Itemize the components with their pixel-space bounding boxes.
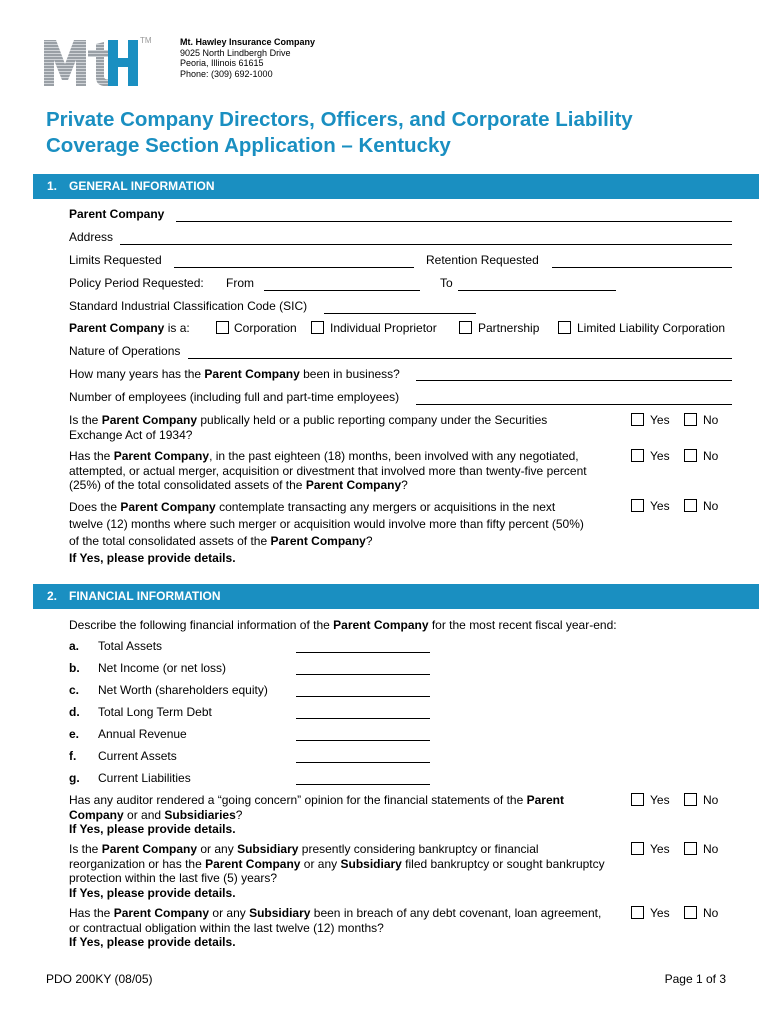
merger-no-label: No [703,449,719,463]
retention-label: Retention Requested [426,253,539,267]
contemplate-yes-label: Yes [650,499,670,513]
corporation-checkbox[interactable] [216,321,229,334]
llc-checkbox[interactable] [558,321,571,334]
total-assets-field[interactable] [296,652,430,653]
long-term-debt-field[interactable] [296,718,430,719]
to-field[interactable] [458,290,616,291]
merger-yes-checkbox[interactable] [631,449,644,462]
public-yes-checkbox[interactable] [631,413,644,426]
section-2-header: 2. FINANCIAL INFORMATION [33,584,759,609]
llc-label: Limited Liability Corporation [577,321,726,335]
question-bankruptcy: Is the Parent Company or any Subsidiary presently considering bankruptcy or financial reorganization or has the Parent Company or any Subsidiary filed bankruptcy or sought bankruptcy protection within the last five (5) years? If Yes, please provide details. [69,842,605,900]
nature-of-operations-label: Nature of Operations [69,344,181,358]
employees-label: Number of employees (including full and part-time employees) [69,390,400,404]
partnership-checkbox[interactable] [459,321,472,334]
parent-company-field[interactable] [176,221,732,222]
limits-field[interactable] [174,267,414,268]
contemplate-yes-checkbox[interactable] [631,499,644,512]
to-label: To [440,276,453,290]
policy-period-label: Policy Period Requested: [69,276,204,290]
years-in-business-label: How many years has the Parent Company been in business? [69,367,400,381]
item-letter: b. [69,661,80,675]
annual-revenue-field[interactable] [296,740,430,741]
auditor-yes-checkbox[interactable] [631,793,644,806]
form-number: PDO 200KY (08/05) [46,972,153,986]
bankruptcy-no-checkbox[interactable] [684,842,697,855]
company-info [180,37,315,79]
from-label: From [226,276,254,290]
contemplate-no-label: No [703,499,719,513]
item-letter: e. [69,727,80,741]
public-yes-label: Yes [650,413,670,427]
partnership-label: Partnership [478,321,540,335]
current-liabilities-field[interactable] [296,784,430,785]
address-label: Address [69,230,114,244]
item-letter: d. [69,705,80,719]
company-address-2: Peoria, Illinois 61615 [180,58,264,69]
question-auditor: Has any auditor rendered a “going concern” opinion for the financial statements of the Parent Company or and Subsidiaries? If Yes, please provide details. [69,793,564,836]
auditor-no-label: No [703,793,719,807]
item-letter: a. [69,639,80,653]
nature-of-operations-field[interactable] [188,358,732,359]
public-no-label: No [703,413,719,427]
long-term-debt-label: Total Long Term Debt [98,705,212,719]
mt-hawley-logo [44,36,139,86]
net-worth-field[interactable] [296,696,430,697]
current-assets-field[interactable] [296,762,430,763]
item-letter: f. [69,749,77,763]
auditor-yes-label: Yes [650,793,670,807]
limits-label: Limits Requested [69,253,162,267]
question-public: Is the Parent Company publically held or a public reporting company under the Securities Exchange Act of 1934? [69,413,548,442]
breach-yes-label: Yes [650,906,670,920]
net-worth-label: Net Worth (shareholders equity) [98,683,268,697]
retention-field[interactable] [552,267,732,268]
page-title: Private Company Directors, Officers, and Corporate Liability Coverage Section Application – Kentucky [46,108,633,157]
address-field[interactable] [120,244,732,245]
auditor-no-checkbox[interactable] [684,793,697,806]
employees-field[interactable] [416,404,732,405]
contemplate-if-yes: If Yes, please provide details. [69,551,236,565]
question-merger: Has the Parent Company, in the past eighteen (18) months, been involved with any negotiated, attempted, or actual merger, acquisition or divestment that involved more than twenty-five percent (25%) of the total consolidated assets of the Parent Company? [69,449,587,492]
trademark-mark: TM [140,36,152,45]
breach-no-checkbox[interactable] [684,906,697,919]
sic-field[interactable] [324,313,476,314]
current-assets-label: Current Assets [98,749,177,763]
parent-company-label: Parent Company [69,207,165,221]
page-number: Page 1 of 3 [664,972,726,986]
question-contemplate: Does the Parent Company contemplate transacting any mergers or acquisitions in the next twelve (12) months where such merger or acquisition would involve more than fifty percent (50%) of the total consolidated assets of the Parent Company? [69,500,584,548]
years-in-business-field[interactable] [416,380,732,381]
item-letter: c. [69,683,80,697]
net-income-field[interactable] [296,674,430,675]
section-1-header: 1. GENERAL INFORMATION [33,174,759,199]
merger-yes-label: Yes [650,449,670,463]
company-name: Mt. Hawley Insurance Company [180,37,316,47]
sic-label: Standard Industrial Classification Code (SIC) [69,299,308,313]
bankruptcy-no-label: No [703,842,719,856]
company-phone: Phone: (309) 692-1000 [180,68,273,79]
question-breach: Has the Parent Company or any Subsidiary been in breach of any debt covenant, loan agreement, or contractual obligation within the last twelve (12) months? If Yes, please provide details. [69,906,602,949]
from-field[interactable] [264,290,420,291]
corporation-label: Corporation [234,321,297,335]
financial-intro: Describe the following financial information of the Parent Company for the most recent fiscal year-end: [69,618,617,632]
bankruptcy-yes-label: Yes [650,842,670,856]
contemplate-no-checkbox[interactable] [684,499,697,512]
individual-proprietor-label: Individual Proprietor [330,321,437,335]
entity-type-label: Parent Company is a: [69,321,190,335]
annual-revenue-label: Annual Revenue [98,727,187,741]
net-income-label: Net Income (or net loss) [98,661,227,675]
current-liabilities-label: Current Liabilities [98,771,191,785]
company-address-1: 9025 North Lindbergh Drive [180,47,291,58]
individual-proprietor-checkbox[interactable] [311,321,324,334]
breach-yes-checkbox[interactable] [631,906,644,919]
public-no-checkbox[interactable] [684,413,697,426]
total-assets-label: Total Assets [98,639,163,653]
breach-no-label: No [703,906,719,920]
merger-no-checkbox[interactable] [684,449,697,462]
item-letter: g. [69,771,80,785]
bankruptcy-yes-checkbox[interactable] [631,842,644,855]
